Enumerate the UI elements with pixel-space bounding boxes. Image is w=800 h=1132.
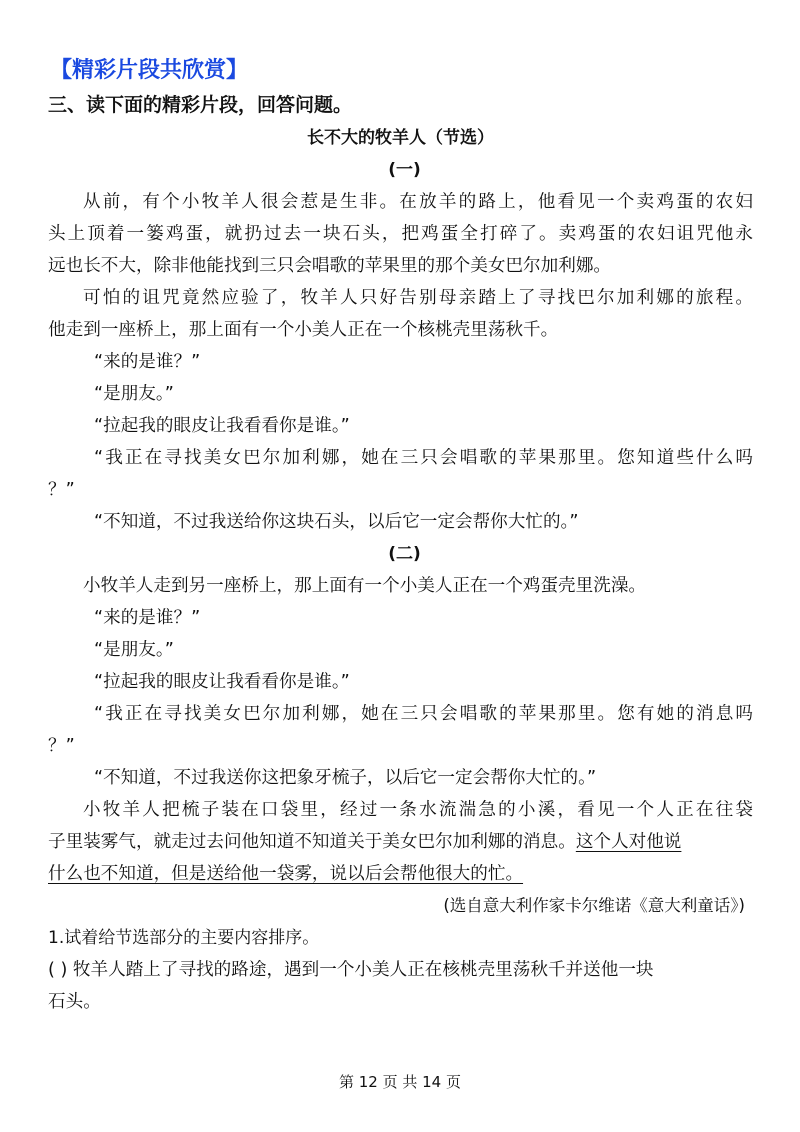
underlined-sentence: 什么也不知道，但是送给他一袋雾，说以后会帮他很大的忙。 <box>48 864 524 884</box>
dialogue-line: “拉起我的眼皮让我看看你是谁。” <box>94 416 350 436</box>
question-prompt: 1.试着给节选部分的主要内容排序。 <box>48 928 320 948</box>
dialogue-line: “不知道，不过我送你这把象牙梳子，以后它一定会帮你大忙的。” <box>94 768 597 788</box>
section-heading: 三、读下面的精彩片段，回答问题。 <box>48 94 353 116</box>
story-title: 长不大的牧羊人（节选） <box>307 128 494 148</box>
dialogue-line: “我正在寻找美女巴尔加利娜，她在三只会唱歌的苹果那里。您知道些什么吗 <box>94 448 753 468</box>
dialogue-line: “来的是谁？” <box>94 352 201 372</box>
part-label-2: (二) <box>388 544 421 564</box>
document-page <box>48 54 753 1018</box>
dialogue-line: “我正在寻找美女巴尔加利娜，她在三只会唱歌的苹果那里。您有她的消息吗 <box>94 704 753 724</box>
dialogue-line: “不知道，不过我送给你这块石头，以后它一定会帮你大忙的。” <box>94 512 579 532</box>
dialogue-line: “是朋友。” <box>94 384 174 404</box>
paragraph-line <box>48 858 753 890</box>
paragraph-line: 从前，有个小牧羊人很会惹是生非。在放羊的路上，他看见一个卖鸡蛋的农妇 <box>83 192 753 212</box>
dialogue-line: “是朋友。” <box>94 640 174 660</box>
source-citation: (选自意大利作家卡尔维诺《意大利童话》) <box>443 896 745 915</box>
dialogue-line: ？” <box>48 736 75 756</box>
paragraph-line: 远也长不大，除非他能找到三只会唱歌的苹果里的那个美女巴尔加利娜。 <box>48 256 612 276</box>
paragraph-line: 他走到一座桥上，那上面有一个小美人正在一个核桃壳里荡秋千。 <box>48 320 559 340</box>
dialogue-line: “拉起我的眼皮让我看看你是谁。” <box>94 672 350 692</box>
answer-option: ( ) 牧羊人踏上了寻找的路途，遇到一个小美人正在核桃壳里荡秋千并送他一块 <box>48 960 654 980</box>
paragraph-line: 头上顶着一篓鸡蛋，就扔过去一块石头，把鸡蛋全打碎了。卖鸡蛋的农妇诅咒他永 <box>48 224 753 244</box>
answer-option-continuation: 石头。 <box>48 992 101 1012</box>
part-label-1: (一) <box>388 160 421 180</box>
paragraph-line: 小牧羊人走到另一座桥上，那上面有一个小美人正在一个鸡蛋壳里洗澡。 <box>83 576 647 596</box>
dialogue-line: ？” <box>48 480 75 500</box>
paragraph-line: 小牧羊人把梳子装在口袋里，经过一条水流湍急的小溪，看见一个人正在往袋 <box>83 800 753 820</box>
paragraph-line: 可怕的诅咒竟然应验了，牧羊人只好告别母亲踏上了寻找巴尔加利娜的旅程。 <box>83 288 753 308</box>
underlined-sentence: 这个人对他说 <box>575 832 682 852</box>
paragraph-text: 子里装雾气，就走过去问他知道不知道关于美女巴尔加利娜的消息。 <box>48 832 576 852</box>
section-tag: 【精彩片段共欣赏】 <box>50 58 249 83</box>
page-number: 第 12 页 共 14 页 <box>338 1073 461 1091</box>
dialogue-line: “来的是谁？” <box>94 608 201 628</box>
paragraph-line <box>48 826 753 858</box>
